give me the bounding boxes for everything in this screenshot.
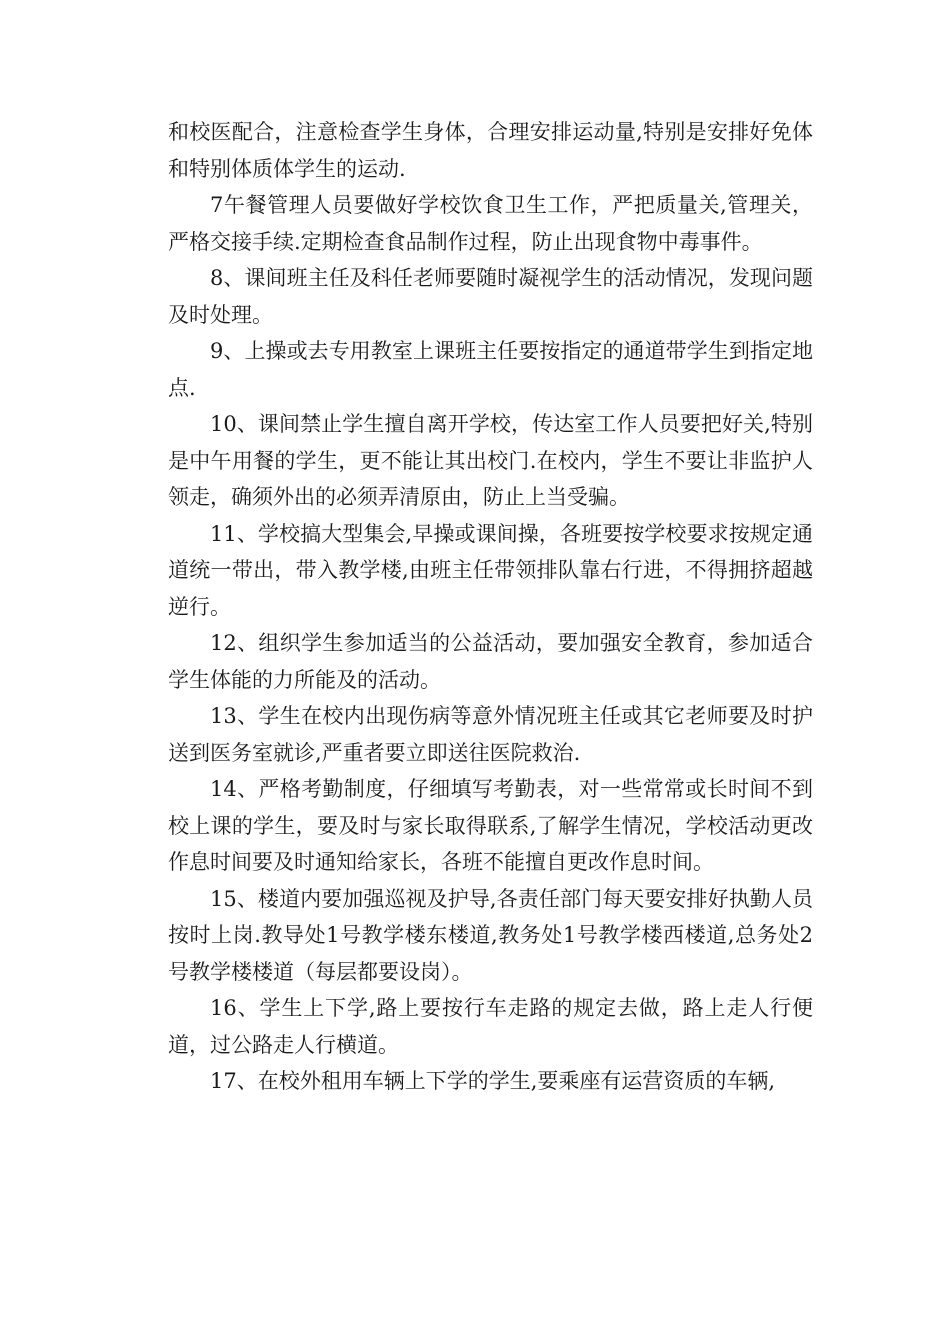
paragraph-5: 10、课间禁止学生擅自离开学校，传达室工作人员要把好关,特别是中午用餐的学生，更不能让其出校门.在校内，学生不要让非监护人领走，确须外出的必须弄清原由，防止上当受骗。	[168, 412, 813, 509]
paragraph-9: 14、严格考勤制度，仔细填写考勤表，对一些常常或长时间不到校上课的学生，要及时与家长取得联系,了解学生情况，学校活动更改作息时间要及时通知给家长，各班不能擅自更改作息时间。	[168, 777, 813, 874]
paragraph-2: 7午餐管理人员要做好学校饮食卫生工作，严把质量关,管理关，严格交接手续.定期检查食品制作过程，防止出现食物中毒事件。	[168, 193, 813, 254]
paragraph-8: 13、学生在校内出现伤病等意外情况班主任或其它老师要及时护送到医务室就诊,严重者要立即送往医院救治.	[168, 704, 813, 765]
paragraph-11: 16、学生上下学,路上要按行车走路的规定去做，路上走人行便道，过公路走人行横道。	[168, 996, 813, 1057]
document-body	[168, 114, 813, 1100]
paragraph-4: 9、上操或去专用教室上课班主任要按指定的通道带学生到指定地点.	[168, 339, 813, 400]
paragraph-7: 12、组织学生参加适当的公益活动，要加强安全教育，参加适合学生体能的力所能及的活动。	[168, 631, 813, 692]
paragraph-6: 11、学校搞大型集会,早操或课间操，各班要按学校要求按规定通道统一带出，带入教学楼,由班主任带领排队靠右行进，不得拥挤超越逆行。	[168, 521, 813, 619]
paragraph-12: 17、在校外租用车辆上下学的学生,要乘座有运营资质的车辆,	[210, 1069, 776, 1093]
paragraph-3: 8、课间班主任及科任老师要随时凝视学生的活动情况，发现问题及时处理。	[168, 266, 813, 327]
paragraph-10: 15、楼道内要加强巡视及护导,各责任部门每天要安排好执勤人员按时上岗.教导处1号教学楼东楼道,教务处1号教学楼西楼道,总务处2号教学楼楼道（每层都要设岗）。	[168, 886, 813, 984]
paragraph-1: 和校医配合，注意检查学生身体，合理安排运动量,特别是安排好免体和特别体质体学生的运动.	[168, 120, 813, 181]
